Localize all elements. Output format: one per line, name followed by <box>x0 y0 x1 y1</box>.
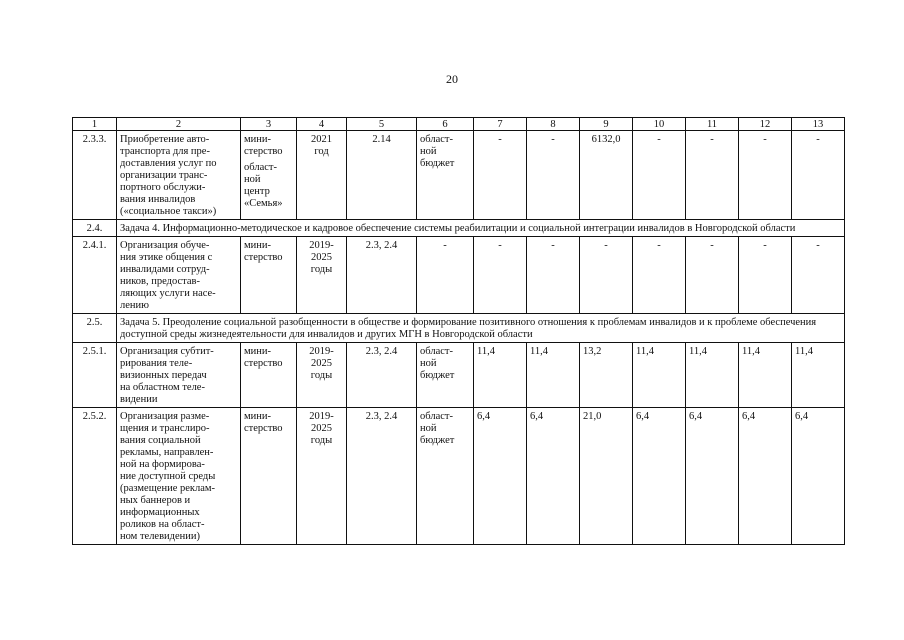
item-name-line: видении <box>120 394 158 405</box>
source-line: област- <box>420 411 453 422</box>
task-number: 2.4. <box>73 220 117 237</box>
column-number: 3 <box>241 118 297 131</box>
item-value: 11,4 <box>527 343 580 408</box>
executor-line: мини- <box>244 240 271 251</box>
table-row <box>73 343 845 408</box>
item-name-line: роликов на област- <box>120 519 205 530</box>
item-name-line: ние доступной среды <box>120 471 216 482</box>
column-number: 11 <box>686 118 739 131</box>
column-number: 2 <box>117 118 241 131</box>
item-period <box>297 237 347 314</box>
item-name-line: ной на формирова- <box>120 459 205 470</box>
item-value: 6,4 <box>792 408 845 545</box>
item-name-line: (размещение реклам- <box>120 483 216 494</box>
item-value: - <box>686 131 739 220</box>
item-target: 2.3, 2.4 <box>347 237 417 314</box>
item-name <box>117 408 241 545</box>
column-number: 1 <box>73 118 117 131</box>
column-numbers-row <box>73 118 845 131</box>
source-line: бюджет <box>420 158 455 169</box>
item-value: - <box>739 237 792 314</box>
source-line: - <box>443 240 447 251</box>
item-name-line: визионных передач <box>120 370 207 381</box>
item-value: 6132,0 <box>580 131 633 220</box>
executor-secondary <box>244 162 293 210</box>
period-line: годы <box>310 264 333 275</box>
item-value: 6,4 <box>474 408 527 545</box>
column-number: 10 <box>633 118 686 131</box>
period-line: годы <box>310 370 333 381</box>
item-executor <box>241 408 297 545</box>
item-name <box>117 343 241 408</box>
source-line: ной <box>420 358 437 369</box>
item-period <box>297 408 347 545</box>
item-number: 2.3.3. <box>73 131 117 220</box>
source-line: бюджет <box>420 435 455 446</box>
item-name-line: вания социальной <box>120 435 201 446</box>
table-row <box>73 408 845 545</box>
period-line: 2025 <box>311 252 332 263</box>
item-executor <box>241 131 297 220</box>
executor-line: стерство <box>244 358 283 369</box>
source-line: област- <box>420 134 453 145</box>
item-target: 2.3, 2.4 <box>347 408 417 545</box>
column-number: 9 <box>580 118 633 131</box>
item-name-line: вания инвалидов <box>120 194 196 205</box>
item-value: 6,4 <box>633 408 686 545</box>
period-line: 2019- <box>309 240 334 251</box>
item-name-line: Организация разме- <box>120 411 210 422</box>
page-number: 20 <box>446 72 458 86</box>
item-value: 11,4 <box>686 343 739 408</box>
task-text: Задача 4. Информационно-методическое и кадровое обеспечение системы реабилитации и социальной интеграции инвалидов в Новгородской области <box>117 220 845 237</box>
item-executor <box>241 237 297 314</box>
executor-line: стерство <box>244 146 283 157</box>
item-value: 11,4 <box>474 343 527 408</box>
item-value: 6,4 <box>686 408 739 545</box>
task-text: Задача 5. Преодоление социальной разобщенности в обществе и формирование позитивного отношения к проблемам инвалидов и к проблеме обеспечения доступной среды жизнедеятельности для инвалидов и других МГН в Новгородской области <box>117 314 845 343</box>
item-executor <box>241 343 297 408</box>
item-name-line: ных баннеров и <box>120 495 191 506</box>
item-period <box>297 131 347 220</box>
item-name-line: информационных <box>120 507 200 518</box>
item-name-line: на областном теле- <box>120 382 205 393</box>
item-source <box>417 343 474 408</box>
item-target: 2.14 <box>347 131 417 220</box>
item-name-line: лению <box>120 300 149 311</box>
item-target: 2.3, 2.4 <box>347 343 417 408</box>
item-name-line: ников, предостав- <box>120 276 201 287</box>
item-source <box>417 131 474 220</box>
column-number: 13 <box>792 118 845 131</box>
item-value: - <box>527 237 580 314</box>
executor-line: мини- <box>244 346 271 357</box>
item-name-line: рирования теле- <box>120 358 193 369</box>
item-name-line: Организация обуче- <box>120 240 210 251</box>
item-source <box>417 237 474 314</box>
column-number: 5 <box>347 118 417 131</box>
period-line: 2025 <box>311 358 332 369</box>
executor-line: «Семья» <box>244 198 283 209</box>
period-line: 2021 <box>311 134 332 145</box>
executor-line: стерство <box>244 252 283 263</box>
item-value: - <box>527 131 580 220</box>
executor-line: област- <box>244 162 277 173</box>
program-table <box>72 117 845 545</box>
item-value: - <box>792 237 845 314</box>
executor-line: стерство <box>244 423 283 434</box>
item-name-line: Организация субтит- <box>120 346 214 357</box>
item-value: - <box>474 131 527 220</box>
item-value: - <box>633 131 686 220</box>
item-value: - <box>739 131 792 220</box>
item-value: 6,4 <box>739 408 792 545</box>
task-row <box>73 220 845 237</box>
period-line: 2025 <box>311 423 332 434</box>
item-value: 11,4 <box>633 343 686 408</box>
column-number: 4 <box>297 118 347 131</box>
item-name-line: ном телевидении) <box>120 531 201 542</box>
item-name-line: ляющих услуги насе- <box>120 288 216 299</box>
source-line: ной <box>420 146 437 157</box>
item-value: - <box>474 237 527 314</box>
item-name-line: ния этике общения с <box>120 252 213 263</box>
item-name-line: рекламы, направлен- <box>120 447 214 458</box>
item-number: 2.5.1. <box>73 343 117 408</box>
item-value: 11,4 <box>739 343 792 408</box>
column-number: 7 <box>474 118 527 131</box>
task-row <box>73 314 845 343</box>
period-line: год <box>314 146 329 157</box>
column-number: 12 <box>739 118 792 131</box>
table-body <box>73 118 845 545</box>
item-name-line: доставления услуг по <box>120 158 217 169</box>
source-line: ной <box>420 423 437 434</box>
period-line: годы <box>310 435 333 446</box>
item-value: - <box>633 237 686 314</box>
table-row <box>73 237 845 314</box>
period-line: 2019- <box>309 411 334 422</box>
item-name-line: портного обслужи- <box>120 182 206 193</box>
column-number: 6 <box>417 118 474 131</box>
period-line: 2019- <box>309 346 334 357</box>
item-value: - <box>686 237 739 314</box>
item-name-line: транспорта для пре- <box>120 146 210 157</box>
table-row <box>73 131 845 220</box>
item-value: 11,4 <box>792 343 845 408</box>
item-value: - <box>580 237 633 314</box>
executor-line: мини- <box>244 134 271 145</box>
item-name-line: щения и транслиро- <box>120 423 210 434</box>
item-source <box>417 408 474 545</box>
item-name-line: инвалидами сотруд- <box>120 264 210 275</box>
item-value: 13,2 <box>580 343 633 408</box>
item-name-line: организации транс- <box>120 170 208 181</box>
executor-line: центр <box>244 186 270 197</box>
executor-line: мини- <box>244 411 271 422</box>
column-number: 8 <box>527 118 580 131</box>
executor-line: ной <box>244 174 261 185</box>
item-value: 21,0 <box>580 408 633 545</box>
source-line: област- <box>420 346 453 357</box>
item-period <box>297 343 347 408</box>
item-number: 2.5.2. <box>73 408 117 545</box>
item-value: 6,4 <box>527 408 580 545</box>
item-name-line: Приобретение авто- <box>120 134 210 145</box>
source-line: бюджет <box>420 370 455 381</box>
item-name <box>117 237 241 314</box>
item-name-line: («социальное такси») <box>120 206 217 217</box>
item-value: - <box>792 131 845 220</box>
item-name <box>117 131 241 220</box>
task-number: 2.5. <box>73 314 117 343</box>
item-number: 2.4.1. <box>73 237 117 314</box>
